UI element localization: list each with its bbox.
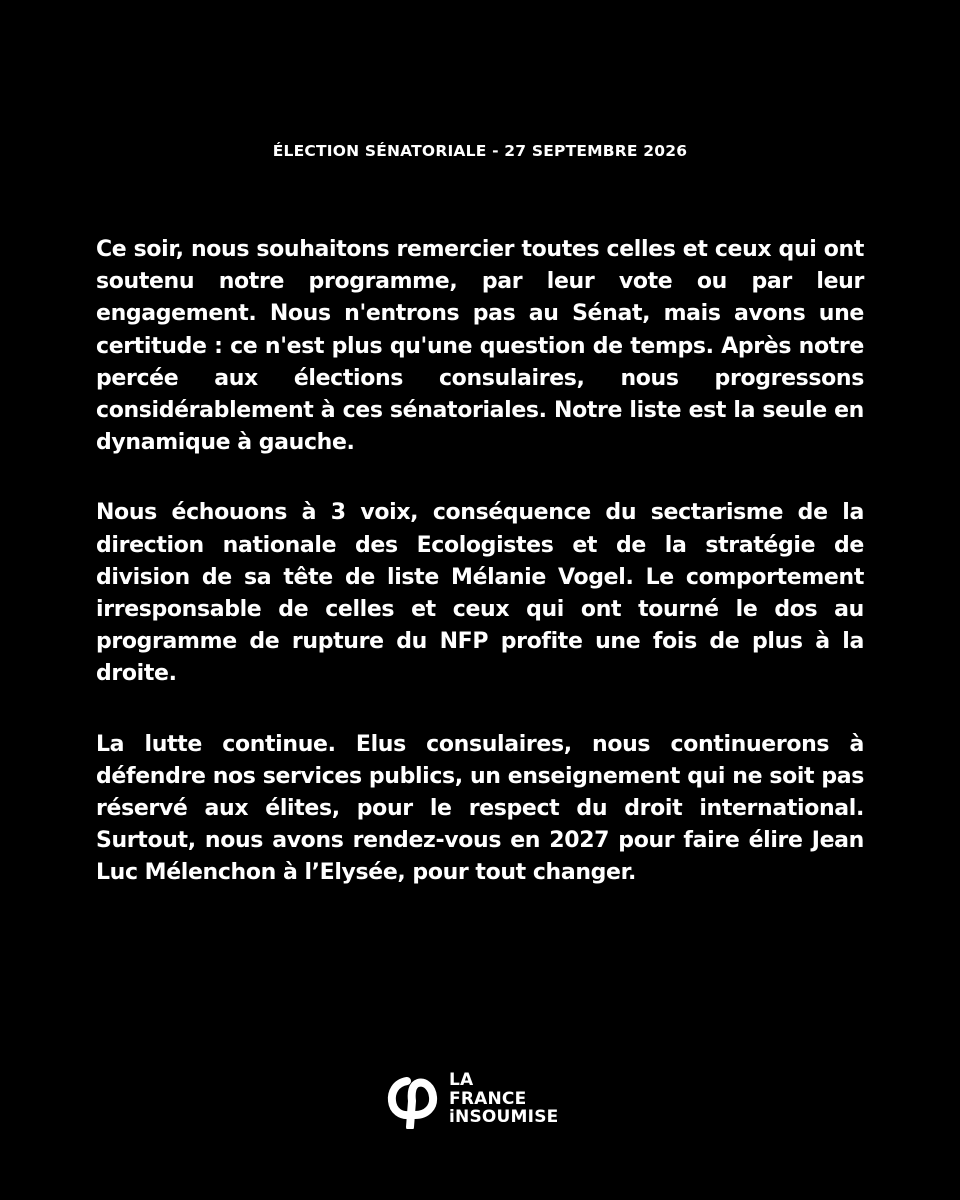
paragraph-thanks: Ce soir, nous souhaitons remercier toutes celles et ceux qui ont soutenu notre programme, par leur vote ou par leur engagement. Nous n'entrons pas au Sénat, mais avons une certitude : ce n'est plus qu'une question de temps. Après notre percée aux élections consulaires, nous progressons considérablement à ces sénatoriales. Notre liste est la seule en dynamique à gauche. [96,237,864,456]
page-title: ÉLECTION SÉNATORIALE - 27 SEPTEMBRE 2026 [272,142,688,160]
paragraph-continuation: La lutte continue. Elus consulaires, nous continuerons à défendre nos services publics, un enseignement qui ne soit pas réservé aux élites, pour le respect du droit international. Surtout, nous avons rendez-vous en 2027 pour faire élire Jean Luc Mélenchon à l’Elysée, pour tout changer. [96,731,864,886]
lfi-logo [387,1064,558,1134]
statement-body [96,234,864,928]
logo-line-2: FRANCE [449,1088,527,1109]
phi-icon [387,1069,439,1129]
paragraph-defeat: Nous échouons à 3 voix, conséquence du sectarisme de la direction nationale des Ecologistes et de la stratégie de division de sa tête de liste Mélanie Vogel. Le comportement irresponsable de celles et ceux qui ont tourné le dos au programme de rupture du NFP profite une fois de plus à la droite. [96,500,864,687]
logo-line-1: LA [449,1070,474,1091]
logo-line-3: iNSOUMISE [449,1107,559,1128]
logo-wordmark [449,1071,558,1127]
